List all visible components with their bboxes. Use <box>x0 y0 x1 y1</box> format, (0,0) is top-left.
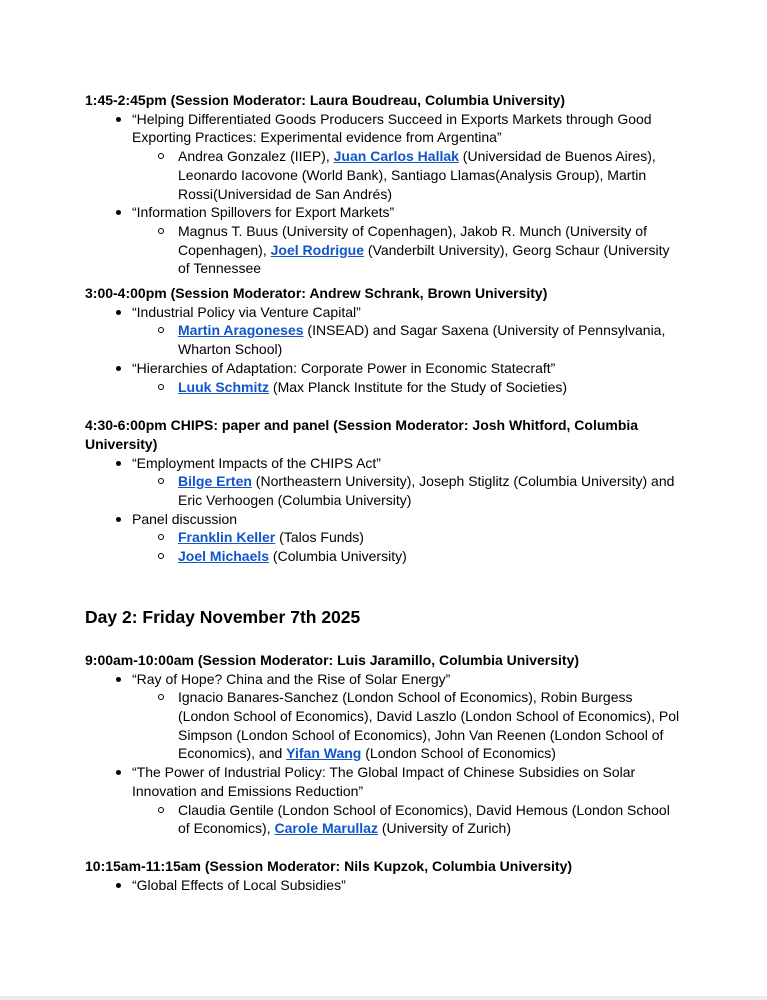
bullet-icon <box>113 203 132 215</box>
session-block <box>85 416 683 566</box>
bullet-icon-glyph <box>116 310 121 315</box>
person-link[interactable]: Juan Carlos Hallak <box>333 148 459 165</box>
circle-bullet-icon-glyph <box>158 553 164 559</box>
circle-bullet-icon-glyph <box>158 153 164 159</box>
bullet-icon <box>113 454 132 466</box>
session-block <box>85 91 683 278</box>
author-item <box>85 528 683 547</box>
bullet-icon <box>113 510 132 522</box>
paper-title: “Industrial Policy via Venture Capital” <box>132 303 361 320</box>
paper-title: “Global Effects of Local Subsidies” <box>132 876 346 893</box>
person-link[interactable]: Luuk Schmitz <box>178 378 270 395</box>
bullet-icon-glyph <box>116 210 121 215</box>
paper-item <box>85 510 683 529</box>
author-line <box>178 547 683 566</box>
session-heading: 3:00-4:00pm (Session Moderator: Andrew Schrank, Brown University) <box>85 285 548 302</box>
session-block <box>85 651 683 838</box>
circle-bullet-icon-glyph <box>158 807 164 813</box>
author-item <box>85 378 683 397</box>
session-heading: 9:00am-10:00am (Session Moderator: Luis Jaramillo, Columbia University) <box>85 651 580 668</box>
text-run: (Max Planck Institute for the Study of Societies) <box>269 378 568 395</box>
circle-bullet-icon-glyph <box>158 384 164 390</box>
bullet-icon <box>113 763 132 775</box>
bullet-icon-glyph <box>116 461 121 466</box>
paper-title: “Hierarchies of Adaptation: Corporate Power in Economic Statecraft” <box>132 359 556 376</box>
page-bottom-edge <box>0 996 767 1000</box>
paper-item <box>85 110 683 147</box>
bullet-icon-glyph <box>116 677 121 682</box>
bullet-icon <box>113 110 132 122</box>
author-item <box>85 688 683 763</box>
circle-bullet-icon <box>155 378 178 390</box>
paper-item <box>85 454 683 473</box>
person-link[interactable]: Joel Rodrigue <box>270 241 364 258</box>
bullet-icon <box>113 670 132 682</box>
paper-title: Panel discussion <box>132 510 238 527</box>
text-run: (Columbia University) <box>269 548 407 565</box>
text-run: (Vanderbilt University), Georg Schaur (University of Tennessee <box>178 241 670 277</box>
document-content <box>85 91 683 894</box>
session-heading: 10:15am-11:15am (Session Moderator: Nils Kupzok, Columbia University) <box>85 857 573 874</box>
bullet-icon-glyph <box>116 883 121 888</box>
paper-item <box>85 876 683 895</box>
session-block <box>85 284 683 396</box>
session-heading: 1:45-2:45pm (Session Moderator: Laura Boudreau, Columbia University) <box>85 92 565 108</box>
bullet-icon <box>113 359 132 371</box>
author-item <box>85 147 683 203</box>
author-line <box>178 321 683 358</box>
text-run: Ignacio Banares-Sanchez (London School of Economics), Robin Burgess (London School of Economics), David Laszlo (London School of Economics), Pol Simpson (London School of Economics), John Van Reenen (London School of Economics), and <box>178 689 680 762</box>
circle-bullet-icon <box>155 472 178 484</box>
paper-title: “Helping Differentiated Goods Producers Succeed in Exports Markets through Good Exporting Practices: Experimental evidence from Argentina” <box>132 110 652 146</box>
author-item <box>85 222 683 278</box>
author-line <box>178 147 683 203</box>
person-link[interactable]: Carole Marullaz <box>274 820 378 837</box>
paper-title: “Employment Impacts of the CHIPS Act” <box>132 454 381 471</box>
person-link[interactable]: Martin Aragoneses <box>178 322 304 339</box>
circle-bullet-icon <box>155 688 178 700</box>
author-item <box>85 801 683 838</box>
paper-item <box>85 670 683 689</box>
author-line <box>178 222 683 278</box>
bullet-icon-glyph <box>116 770 121 775</box>
author-item <box>85 547 683 566</box>
paper-item <box>85 359 683 378</box>
circle-bullet-icon <box>155 147 178 159</box>
circle-bullet-icon <box>155 222 178 234</box>
circle-bullet-icon-glyph <box>158 228 164 234</box>
paper-title: “The Power of Industrial Policy: The Global Impact of Chinese Subsidies on Solar Innovation and Emissions Reduction” <box>132 764 636 799</box>
session-heading: 4:30-6:00pm CHIPS: paper and panel (Session Moderator: Josh Whitford, Columbia University) <box>85 417 639 452</box>
author-item <box>85 472 683 509</box>
author-line <box>178 801 683 838</box>
person-link[interactable]: Joel Michaels <box>178 548 270 565</box>
text-run: (University of Zurich) <box>377 820 511 837</box>
text-run: (Northeastern University), Joseph Stiglitz (Columbia University) and Eric Verhoogen (Columbia University) <box>178 473 675 509</box>
bullet-icon-glyph <box>116 517 121 522</box>
text-run: (Universidad de Buenos Aires), Leonardo Iacovone (World Bank), Santiago Llamas(Analysis Group), Martin Rossi(Universidad de San Andrés) <box>178 148 656 202</box>
paper-item <box>85 203 683 222</box>
text-run: (Talos Funds) <box>275 529 364 546</box>
person-link[interactable]: Bilge Erten <box>178 473 252 490</box>
bullet-icon-glyph <box>116 366 121 371</box>
paper-item <box>85 303 683 322</box>
circle-bullet-icon-glyph <box>158 478 164 484</box>
author-line <box>178 688 683 763</box>
circle-bullet-icon <box>155 321 178 333</box>
text-run: Magnus T. Buus (University of Copenhagen), Jakob R. Munch (University of Copenhagen), <box>178 222 647 258</box>
text-run: (London School of Economics) <box>361 745 556 762</box>
circle-bullet-icon <box>155 801 178 813</box>
circle-bullet-icon <box>155 547 178 559</box>
circle-bullet-icon <box>155 528 178 540</box>
bullet-icon <box>113 876 132 888</box>
bullet-icon-glyph <box>116 117 121 122</box>
bullet-icon <box>113 303 132 315</box>
paper-title: “Information Spillovers for Export Markets” <box>132 204 395 221</box>
text-run: Andrea Gonzalez (IIEP), <box>178 148 334 165</box>
person-link[interactable]: Franklin Keller <box>178 529 276 546</box>
paper-item <box>85 763 683 800</box>
author-line <box>178 528 683 547</box>
day-heading: Day 2: Friday November 7th 2025 <box>85 606 361 627</box>
session-block <box>85 857 683 894</box>
circle-bullet-icon-glyph <box>158 327 164 333</box>
text-run: Claudia Gentile (London School of Economics), David Hemous (London School of Economics), <box>178 801 670 837</box>
author-line <box>178 378 683 397</box>
circle-bullet-icon-glyph <box>158 694 164 700</box>
text-run: (INSEAD) and Sagar Saxena (University of Pennsylvania, Wharton School) <box>178 322 666 358</box>
author-item <box>85 321 683 358</box>
person-link[interactable]: Yifan Wang <box>286 745 362 762</box>
author-line <box>178 472 683 509</box>
paper-title: “Ray of Hope? China and the Rise of Solar Energy” <box>132 670 451 687</box>
circle-bullet-icon-glyph <box>158 534 164 540</box>
